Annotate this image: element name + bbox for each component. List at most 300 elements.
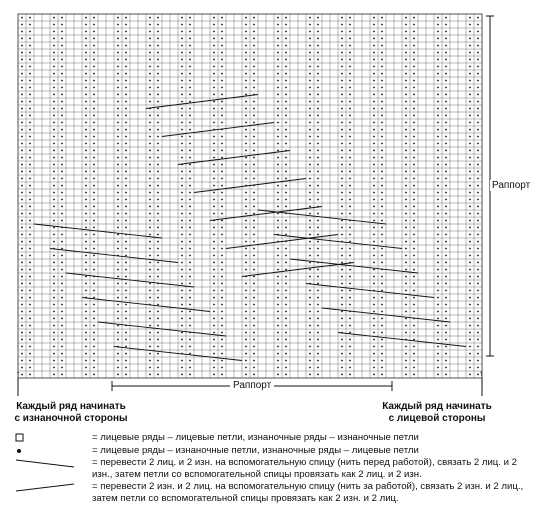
purl-dot [61, 164, 63, 166]
purl-dot [253, 262, 255, 264]
purl-dot [413, 269, 415, 271]
purl-dot [157, 87, 159, 89]
purl-dot [413, 255, 415, 257]
purl-dot [21, 304, 23, 306]
purl-dot [53, 171, 55, 173]
purl-dot [277, 311, 279, 313]
purl-dot [149, 66, 151, 68]
purl-dot [125, 73, 127, 75]
purl-dot [61, 101, 63, 103]
purl-dot [253, 164, 255, 166]
purl-dot [349, 318, 351, 320]
purl-dot [477, 87, 479, 89]
purl-dot [437, 367, 439, 369]
purl-dot [157, 290, 159, 292]
purl-dot [285, 122, 287, 124]
purl-dot [117, 101, 119, 103]
purl-dot [413, 185, 415, 187]
purl-dot [157, 318, 159, 320]
purl-dot [85, 255, 87, 257]
purl-dot [413, 24, 415, 26]
purl-dot [309, 157, 311, 159]
purl-dot [29, 255, 31, 257]
purl-dot [149, 255, 151, 257]
purl-dot [61, 241, 63, 243]
purl-dot [189, 276, 191, 278]
purl-dot [85, 164, 87, 166]
purl-dot [213, 318, 215, 320]
purl-dot [277, 227, 279, 229]
purl-dot [93, 150, 95, 152]
purl-dot [189, 262, 191, 264]
purl-dot [317, 66, 319, 68]
purl-dot [21, 227, 23, 229]
purl-dot [61, 94, 63, 96]
purl-dot [309, 150, 311, 152]
purl-dot [125, 164, 127, 166]
purl-dot [61, 192, 63, 194]
purl-dot [21, 150, 23, 152]
purl-dot [373, 59, 375, 61]
purl-dot [317, 290, 319, 292]
purl-dot [469, 164, 471, 166]
purl-dot [445, 129, 447, 131]
purl-dot [149, 24, 151, 26]
purl-dot [285, 185, 287, 187]
purl-dot [437, 24, 439, 26]
purl-dot [477, 234, 479, 236]
purl-dot [189, 171, 191, 173]
purl-dot [213, 241, 215, 243]
purl-dot [285, 311, 287, 313]
purl-dot [245, 24, 247, 26]
purl-dot [349, 171, 351, 173]
purl-dot [437, 318, 439, 320]
purl-dot [149, 157, 151, 159]
purl-dot [245, 213, 247, 215]
purl-dot [445, 87, 447, 89]
purl-dot [117, 283, 119, 285]
purl-dot [21, 206, 23, 208]
purl-dot [189, 220, 191, 222]
purl-dot [349, 24, 351, 26]
purl-dot [93, 115, 95, 117]
purl-dot [405, 59, 407, 61]
purl-dot [309, 269, 311, 271]
purl-dot [445, 122, 447, 124]
purl-dot [437, 171, 439, 173]
purl-dot [181, 192, 183, 194]
purl-dot [341, 276, 343, 278]
purl-dot [93, 367, 95, 369]
purl-dot [469, 311, 471, 313]
purl-dot [469, 374, 471, 376]
purl-dot [381, 241, 383, 243]
purl-dot [117, 52, 119, 54]
purl-dot [477, 143, 479, 145]
purl-dot [85, 234, 87, 236]
purl-dot [373, 73, 375, 75]
purl-dot [277, 374, 279, 376]
purl-dot [29, 318, 31, 320]
purl-dot [53, 283, 55, 285]
purl-dot [285, 31, 287, 33]
purl-dot [221, 353, 223, 355]
purl-dot [445, 199, 447, 201]
purl-dot [125, 52, 127, 54]
purl-dot [85, 94, 87, 96]
purl-dot [437, 304, 439, 306]
purl-dot [21, 248, 23, 250]
purl-dot [445, 185, 447, 187]
purl-dot [309, 87, 311, 89]
purl-dot [189, 185, 191, 187]
purl-dot [253, 220, 255, 222]
purl-dot [349, 283, 351, 285]
purl-dot [85, 248, 87, 250]
purl-dot [285, 129, 287, 131]
purl-dot [61, 290, 63, 292]
purl-dot [181, 17, 183, 19]
purl-dot [149, 213, 151, 215]
purl-dot [317, 94, 319, 96]
purl-dot [437, 241, 439, 243]
purl-dot [413, 52, 415, 54]
purl-dot [85, 31, 87, 33]
purl-dot [277, 164, 279, 166]
purl-dot [405, 171, 407, 173]
purl-dot [61, 143, 63, 145]
purl-dot [149, 360, 151, 362]
purl-dot [373, 185, 375, 187]
purl-dot [437, 66, 439, 68]
purl-dot [53, 129, 55, 131]
purl-dot [245, 325, 247, 327]
purl-dot [373, 52, 375, 54]
purl-dot [245, 164, 247, 166]
purl-dot [61, 199, 63, 201]
purl-dot [285, 87, 287, 89]
purl-dot [349, 227, 351, 229]
purl-dot [221, 360, 223, 362]
purl-dot [189, 325, 191, 327]
purl-dot [445, 255, 447, 257]
purl-dot [469, 24, 471, 26]
purl-dot [405, 276, 407, 278]
purl-dot [253, 150, 255, 152]
purl-dot [373, 115, 375, 117]
purl-dot [381, 199, 383, 201]
purl-dot [469, 332, 471, 334]
purl-dot [29, 346, 31, 348]
purl-dot [157, 52, 159, 54]
purl-dot [21, 332, 23, 334]
purl-dot [181, 45, 183, 47]
purl-dot [469, 248, 471, 250]
purl-dot [157, 213, 159, 215]
purl-dot [245, 297, 247, 299]
purl-dot [253, 52, 255, 54]
purl-dot [213, 45, 215, 47]
purl-dot [93, 199, 95, 201]
purl-dot [309, 311, 311, 313]
purl-dot [349, 38, 351, 40]
purl-dot [157, 248, 159, 250]
purl-dot [53, 290, 55, 292]
purl-dot [253, 122, 255, 124]
purl-dot [245, 115, 247, 117]
purl-dot [469, 192, 471, 194]
purl-dot [277, 129, 279, 131]
purl-dot [469, 227, 471, 229]
purl-dot [285, 94, 287, 96]
purl-dot [117, 353, 119, 355]
purl-dot [349, 346, 351, 348]
purl-dot [221, 59, 223, 61]
purl-dot [213, 17, 215, 19]
purl-dot [469, 234, 471, 236]
purl-dot [477, 66, 479, 68]
purl-dot [405, 206, 407, 208]
purl-dot [117, 17, 119, 19]
purl-dot [157, 66, 159, 68]
purl-dot [253, 87, 255, 89]
purl-dot [21, 192, 23, 194]
purl-dot [117, 122, 119, 124]
purl-dot [317, 311, 319, 313]
purl-dot [61, 80, 63, 82]
purl-dot [317, 143, 319, 145]
purl-dot [349, 269, 351, 271]
purl-dot [29, 283, 31, 285]
purl-dot [149, 220, 151, 222]
purl-dot [61, 59, 63, 61]
purl-dot [125, 143, 127, 145]
purl-dot [213, 73, 215, 75]
purl-dot [189, 213, 191, 215]
purl-dot [285, 367, 287, 369]
purl-dot [445, 164, 447, 166]
purl-dot [29, 31, 31, 33]
purl-dot [149, 171, 151, 173]
purl-dot [53, 367, 55, 369]
purl-dot [85, 24, 87, 26]
purl-dot [213, 206, 215, 208]
purl-dot [213, 360, 215, 362]
purl-dot [245, 241, 247, 243]
purl-dot [189, 234, 191, 236]
purl-dot [61, 108, 63, 110]
purl-dot [349, 241, 351, 243]
purl-dot [413, 262, 415, 264]
purl-dot [477, 269, 479, 271]
purl-dot [157, 122, 159, 124]
purl-dot [189, 290, 191, 292]
purl-dot [317, 332, 319, 334]
purl-dot [221, 290, 223, 292]
purl-dot [149, 290, 151, 292]
purl-dot [61, 311, 63, 313]
purl-dot [245, 17, 247, 19]
purl-dot [405, 94, 407, 96]
purl-dot [405, 262, 407, 264]
purl-dot [117, 360, 119, 362]
purl-dot [21, 101, 23, 103]
purl-dot [213, 199, 215, 201]
purl-dot [189, 80, 191, 82]
purl-dot [213, 192, 215, 194]
purl-dot [157, 367, 159, 369]
purl-dot [341, 353, 343, 355]
purl-dot [181, 367, 183, 369]
purl-dot [181, 227, 183, 229]
purl-dot [341, 45, 343, 47]
purl-dot [373, 374, 375, 376]
purl-dot [213, 94, 215, 96]
purl-dot [221, 143, 223, 145]
purl-dot [181, 339, 183, 341]
purl-dot [93, 255, 95, 257]
purl-dot [413, 290, 415, 292]
purl-dot [21, 262, 23, 264]
purl-dot [285, 178, 287, 180]
purl-dot [341, 80, 343, 82]
purl-dot [149, 178, 151, 180]
purl-dot [85, 276, 87, 278]
purl-dot [373, 220, 375, 222]
purl-dot [85, 38, 87, 40]
purl-dot [373, 241, 375, 243]
purl-dot [93, 185, 95, 187]
purl-dot [373, 360, 375, 362]
purl-dot [213, 339, 215, 341]
purl-dot [29, 227, 31, 229]
purl-dot [285, 318, 287, 320]
purl-dot [349, 374, 351, 376]
purl-dot [149, 192, 151, 194]
purl-dot [381, 150, 383, 152]
purl-dot [189, 164, 191, 166]
purl-dot [53, 297, 55, 299]
purl-dot [157, 178, 159, 180]
start-right-side-note [372, 401, 502, 425]
purl-dot [285, 276, 287, 278]
purl-dot [405, 178, 407, 180]
purl-dot [309, 136, 311, 138]
purl-dot [117, 150, 119, 152]
purl-dot [61, 45, 63, 47]
purl-dot [477, 150, 479, 152]
purl-dot [477, 31, 479, 33]
purl-dot [317, 185, 319, 187]
purl-dot [445, 136, 447, 138]
purl-dot [29, 143, 31, 145]
purl-dot [213, 171, 215, 173]
purl-dot [117, 192, 119, 194]
purl-dot [405, 115, 407, 117]
purl-dot [309, 122, 311, 124]
purl-dot [245, 108, 247, 110]
purl-dot [221, 220, 223, 222]
purl-dot [309, 290, 311, 292]
purl-dot [317, 80, 319, 82]
purl-dot [117, 24, 119, 26]
purl-dot [53, 262, 55, 264]
purl-dot [53, 101, 55, 103]
purl-dot [181, 360, 183, 362]
purl-dot [181, 108, 183, 110]
purl-dot [373, 45, 375, 47]
purl-dot [477, 122, 479, 124]
purl-dot [61, 276, 63, 278]
purl-dot [373, 304, 375, 306]
purl-dot [253, 297, 255, 299]
purl-dot [29, 129, 31, 131]
purl-dot [253, 311, 255, 313]
purl-dot [21, 45, 23, 47]
purl-dot [61, 318, 63, 320]
purl-dot [93, 360, 95, 362]
purl-dot [53, 31, 55, 33]
legend-item-purl [14, 445, 534, 457]
purl-dot [85, 178, 87, 180]
purl-dot [149, 346, 151, 348]
purl-dot [277, 248, 279, 250]
purl-dot [381, 171, 383, 173]
purl-dot [93, 45, 95, 47]
purl-dot [213, 185, 215, 187]
purl-dot [277, 353, 279, 355]
purl-dot [157, 150, 159, 152]
purl-dot [405, 360, 407, 362]
purl-dot [157, 255, 159, 257]
purl-dot [445, 227, 447, 229]
purl-dot [21, 241, 23, 243]
legend-item-cable-right [14, 481, 534, 504]
purl-dot [309, 339, 311, 341]
purl-dot [149, 59, 151, 61]
purl-dot [85, 108, 87, 110]
purl-dot [341, 178, 343, 180]
purl-dot [317, 192, 319, 194]
purl-dot [213, 31, 215, 33]
purl-dot [149, 367, 151, 369]
purl-dot [29, 115, 31, 117]
purl-dot [381, 332, 383, 334]
purl-dot [117, 325, 119, 327]
purl-dot [93, 241, 95, 243]
purl-dot [253, 38, 255, 40]
purl-dot [29, 367, 31, 369]
purl-dot [93, 325, 95, 327]
purl-dot [21, 164, 23, 166]
purl-dot [189, 248, 191, 250]
purl-dot [29, 339, 31, 341]
purl-dot [341, 374, 343, 376]
purl-dot [221, 304, 223, 306]
purl-dot [125, 262, 127, 264]
purl-dot [29, 304, 31, 306]
purl-dot [445, 318, 447, 320]
purl-dot [309, 24, 311, 26]
purl-dot [445, 297, 447, 299]
purl-dot [341, 297, 343, 299]
purl-dot [437, 136, 439, 138]
purl-dot [253, 325, 255, 327]
purl-dot [125, 227, 127, 229]
purl-dot [277, 255, 279, 257]
purl-dot [349, 80, 351, 82]
